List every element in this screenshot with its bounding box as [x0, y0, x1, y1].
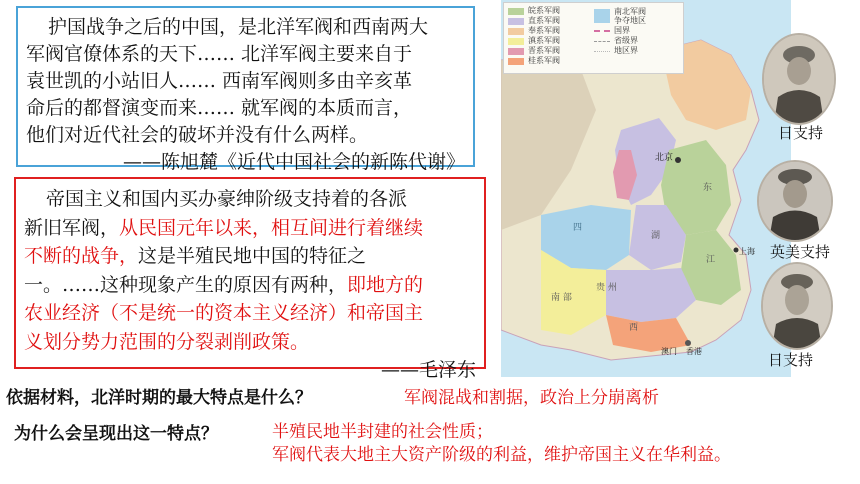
legend-line: [594, 30, 610, 32]
legend-borders: [594, 6, 646, 56]
legend-item: 桂系军阀: [508, 56, 560, 66]
city-shanghai: 上海: [739, 247, 755, 256]
quote-line: 命后的都督演变而来…… 就军阀的本质而言，: [26, 97, 413, 119]
portrait-label: 日支持: [778, 124, 824, 142]
legend-item: 直系军阀: [508, 16, 560, 26]
legend-swatch: [508, 18, 524, 25]
quote-line: [24, 214, 476, 243]
city-hongkong: 香港: [686, 347, 702, 356]
legend-line: [594, 51, 610, 52]
quote-text: 一。……这种现象产生的原因有两种，: [24, 273, 348, 296]
quote-text: 新旧军阀，: [24, 216, 120, 239]
quote-line-highlight: 义划分势力范围的分裂剥削政策。: [24, 330, 310, 353]
question-2: 为什么会呈现出这一特点？: [14, 424, 218, 444]
quote-highlight: 即地方的: [347, 273, 424, 296]
quote-highlight: 从民国元年以来，相互间进行着继续: [119, 216, 424, 239]
answer-2-line-1: 半殖民地半封建的社会性质；: [272, 422, 493, 442]
quote-highlight: 不断的战争，: [24, 245, 139, 267]
legend-item: 地区界: [594, 46, 646, 56]
person-icon: [763, 264, 831, 348]
legend-line: [594, 41, 610, 42]
city-beijing: 北京: [655, 153, 674, 163]
portrait-warlord-3: [761, 262, 833, 350]
question-1: 依据材料，北洋时期的最大特点是什么？: [6, 388, 312, 408]
legend-swatch: [508, 38, 524, 45]
quote-line: 他们对近代社会的破坏并没有什么两样。: [26, 124, 369, 146]
quote-source: ——陈旭麓《近代中国社会的新陈代谢》: [122, 151, 465, 173]
person-icon: [764, 35, 834, 123]
legend-swatch: [594, 9, 610, 23]
person-icon: [759, 162, 831, 240]
portrait-label: 日支持: [768, 351, 814, 369]
legend-item: 省级界: [594, 36, 646, 46]
portrait-label: 英美支持: [770, 243, 831, 261]
answer-2-line-2: 军阀代表大地主大资产阶级的利益，维护帝国主义在华利益。: [272, 445, 731, 465]
legend-swatch: [508, 58, 524, 65]
legend-item: 国界: [594, 26, 646, 36]
legend-swatch: [508, 28, 524, 35]
legend-item: 南北军阀 争夺地区: [594, 6, 646, 26]
legend-item: 晋系军阀: [508, 46, 560, 56]
quote-box-chen: [16, 6, 475, 173]
legend-swatch: [508, 8, 524, 15]
portrait-warlord-2: [757, 160, 833, 242]
quote-box-mao: [14, 177, 486, 381]
region-label: 江: [706, 255, 716, 265]
legend-item: 皖系军阀: [508, 6, 560, 16]
legend-item: 滇系军阀: [508, 36, 560, 46]
quote-line: 帝国主义和国内买办豪绅阶级支持着的各派: [46, 188, 408, 210]
quote-line-highlight: 农业经济（不是统一的资本主义经济）和帝国主: [24, 302, 424, 324]
quote-line: 护国战争之后的中国，是北洋军阀和西南两大: [48, 16, 429, 38]
city-macau: 澳门: [661, 347, 677, 356]
region-label: 南 部: [551, 293, 572, 303]
legend-warlords: [508, 6, 560, 66]
portrait-warlord-1: [762, 33, 836, 125]
legend-swatch: [508, 48, 524, 55]
quote-line: 军阀官僚体系的天下…… 北洋军阀主要来自于: [26, 43, 413, 65]
region-label: 贵 州: [596, 283, 617, 293]
region-label: 湖: [651, 231, 661, 241]
legend-item: 奉系军阀: [508, 26, 560, 36]
quote-text: 这是半殖民地中国的特征之: [138, 245, 367, 267]
region-label: 四: [573, 223, 583, 233]
quote-line: [24, 242, 476, 271]
quote-line: 袁世凯的小站旧人…… 西南军阀则多由辛亥革: [26, 70, 413, 92]
region-label: 东: [703, 183, 713, 193]
answer-1: 军阀混战和割据，政治上分崩离析: [404, 388, 659, 408]
map-legend: [503, 2, 684, 74]
region-label: 西: [629, 323, 639, 333]
quote-source: ——毛泽东: [380, 359, 476, 381]
quote-line: [24, 271, 476, 300]
